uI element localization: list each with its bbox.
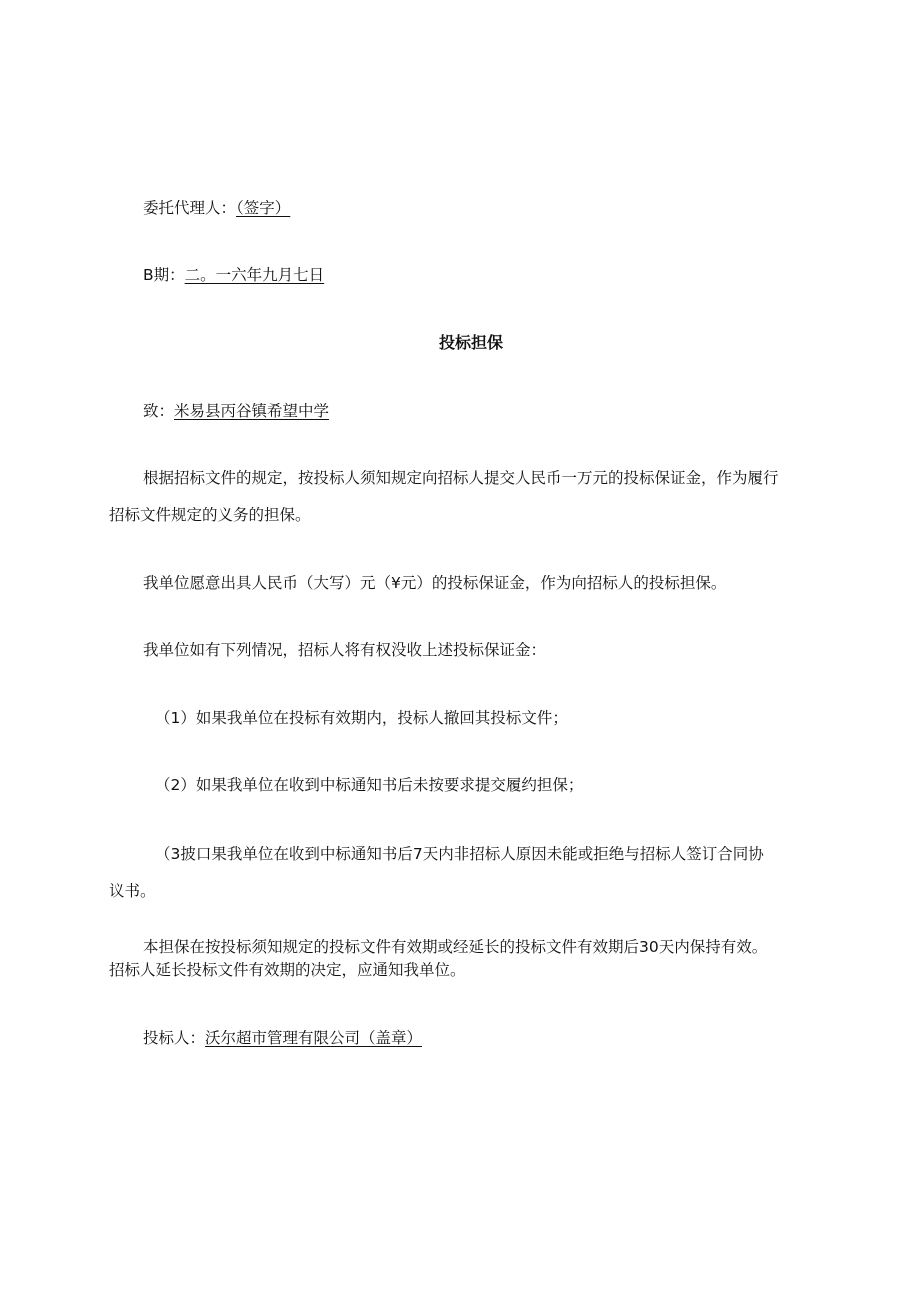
agent-label: 委托代理人： <box>143 199 237 217</box>
paragraph-3: 我单位如有下列情况，招标人将有权没收上述投标保证金： <box>143 641 547 659</box>
bidder-label: 投标人： <box>143 1029 206 1047</box>
recipient-label: 致： <box>143 402 175 420</box>
date-value: 二。一六年九月七日 <box>184 266 325 284</box>
date-label: B期： <box>143 266 185 284</box>
list-item-2: （2）如果我单位在收到中标通知书后未按要求提交履约担保； <box>155 776 584 794</box>
recipient-value: 米易县丙谷镇希望中学 <box>174 402 330 420</box>
list-item-1: （1）如果我单位在投标有效期内，投标人撤回其投标文件； <box>155 709 568 727</box>
bidder-line <box>143 1028 422 1048</box>
list-item-3-line-1: （3披口果我单位在收到中标通知书后7天内非招标人原因未能或拒绝与招标人签订合同协 <box>155 845 764 863</box>
document-title: 投标担保 <box>439 333 504 352</box>
agent-signature-field: （签字） <box>236 199 291 217</box>
bidder-value: 沃尔超市管理有限公司（盖章） <box>205 1029 423 1047</box>
paragraph-1-line-1: 根据招标文件的规定，按投标人须知规定向招标人提交人民币一万元的投标保证金，作为履行 <box>143 469 779 487</box>
paragraph-2: 我单位愿意出具人民币（大写）元（¥元）的投标保证金，作为向招标人的投标担保。 <box>143 574 727 592</box>
list-item-3-line-2: 议书。 <box>109 882 156 900</box>
date-line <box>143 265 324 285</box>
paragraph-4-line-1: 本担保在按投标须知规定的投标文件有效期或经延长的投标文件有效期后30天内保持有效。 <box>143 938 768 956</box>
paragraph-1-line-2: 招标文件规定的义务的担保。 <box>109 506 311 524</box>
recipient-line <box>143 401 329 421</box>
agent-line <box>143 198 290 218</box>
paragraph-4-line-2: 招标人延长投标文件有效期的决定，应通知我单位。 <box>109 961 466 979</box>
